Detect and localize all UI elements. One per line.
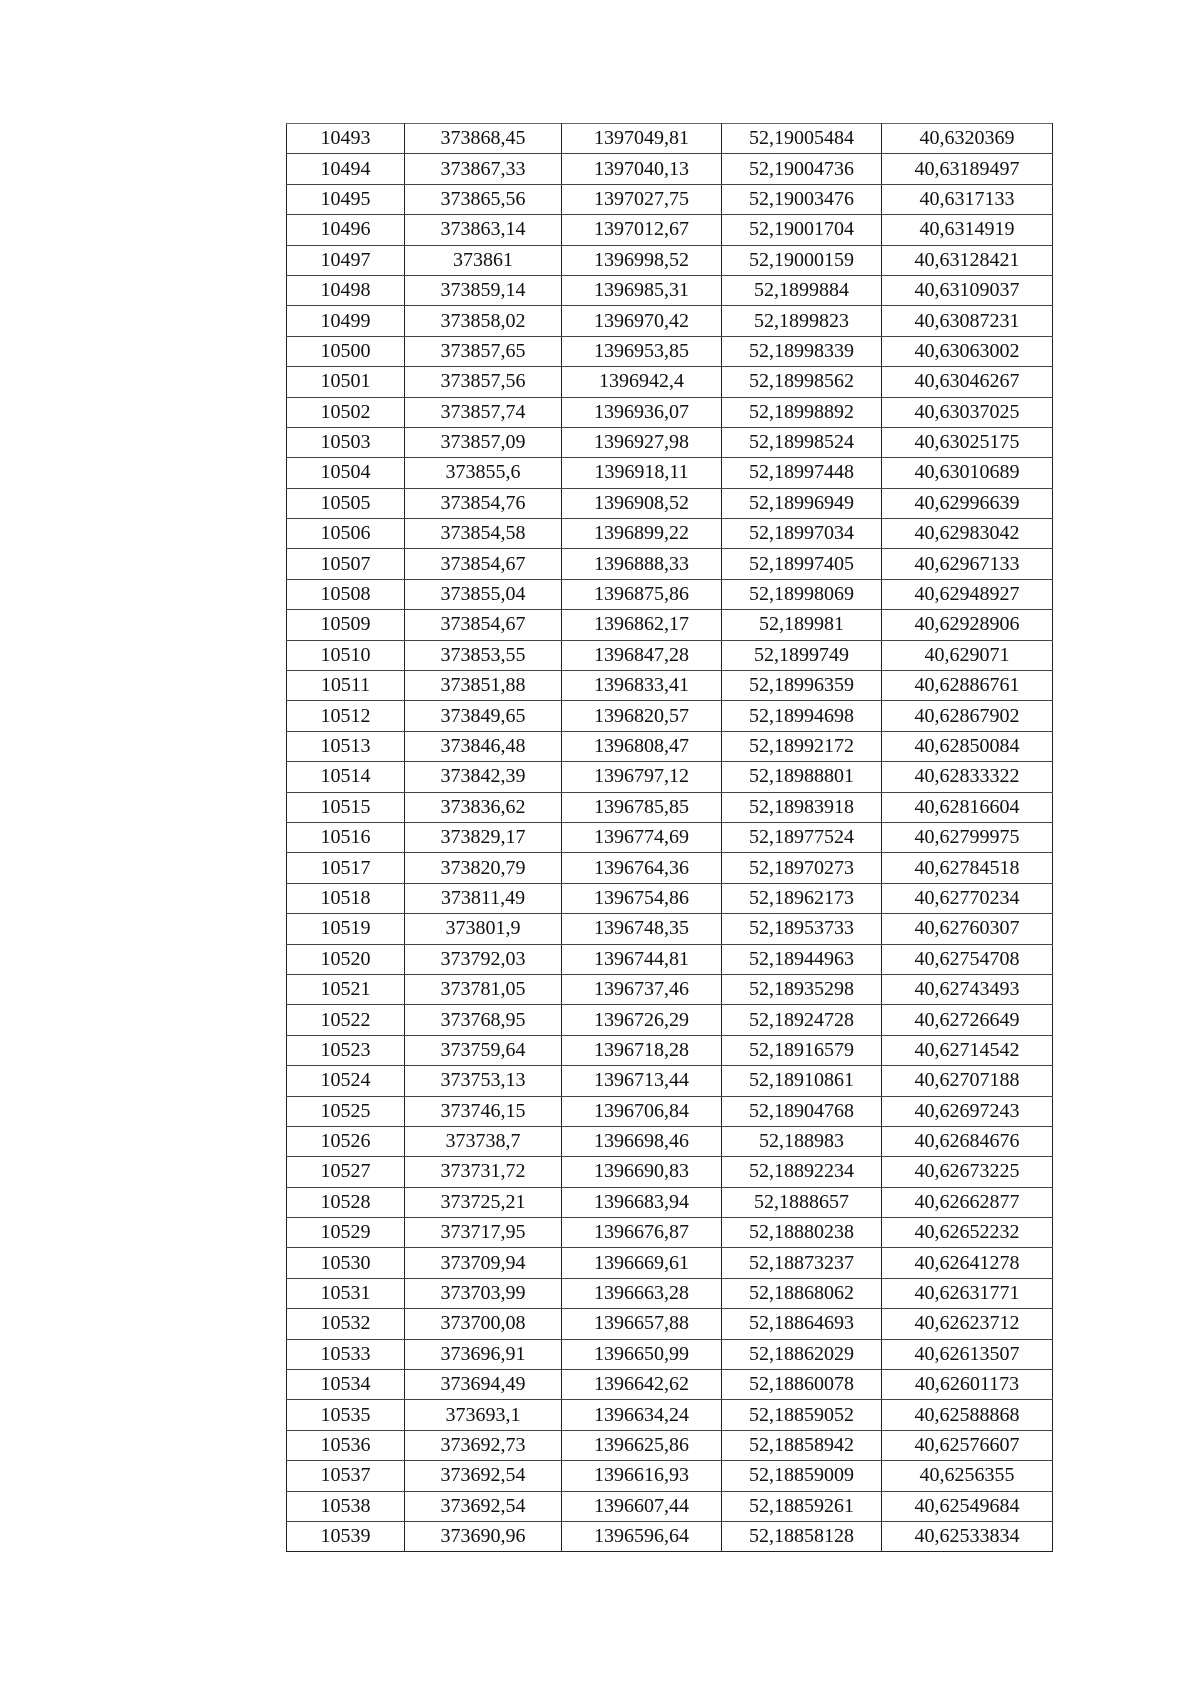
latitude-cell: 52,18916579 [722, 1035, 882, 1065]
point-number-cell: 10518 [287, 883, 405, 913]
latitude-cell: 52,19003476 [722, 184, 882, 214]
x-coordinate-cell: 373696,91 [405, 1339, 562, 1369]
y-coordinate-cell: 1396764,36 [562, 853, 722, 883]
x-coordinate-cell: 373857,09 [405, 427, 562, 457]
table-row [287, 1461, 1053, 1491]
coordinates-table [286, 123, 1053, 1552]
latitude-cell: 52,18997405 [722, 549, 882, 579]
y-coordinate-cell: 1396683,94 [562, 1187, 722, 1217]
y-coordinate-cell: 1396785,85 [562, 792, 722, 822]
point-number-cell: 10506 [287, 519, 405, 549]
x-coordinate-cell: 373857,65 [405, 336, 562, 366]
y-coordinate-cell: 1396625,86 [562, 1430, 722, 1460]
longitude-cell: 40,62576607 [882, 1430, 1053, 1460]
point-number-cell: 10513 [287, 731, 405, 761]
y-coordinate-cell: 1396607,44 [562, 1491, 722, 1521]
latitude-cell: 52,18868062 [722, 1278, 882, 1308]
y-coordinate-cell: 1396942,4 [562, 367, 722, 397]
table-row [287, 1035, 1053, 1065]
y-coordinate-cell: 1396808,47 [562, 731, 722, 761]
point-number-cell: 10505 [287, 488, 405, 518]
y-coordinate-cell: 1396918,11 [562, 458, 722, 488]
longitude-cell: 40,62754708 [882, 944, 1053, 974]
longitude-cell: 40,62707188 [882, 1066, 1053, 1096]
x-coordinate-cell: 373854,76 [405, 488, 562, 518]
x-coordinate-cell: 373746,15 [405, 1096, 562, 1126]
y-coordinate-cell: 1396970,42 [562, 306, 722, 336]
y-coordinate-cell: 1396820,57 [562, 701, 722, 731]
y-coordinate-cell: 1396706,84 [562, 1096, 722, 1126]
longitude-cell: 40,62652232 [882, 1218, 1053, 1248]
table-row [287, 610, 1053, 640]
y-coordinate-cell: 1396663,28 [562, 1278, 722, 1308]
latitude-cell: 52,18880238 [722, 1218, 882, 1248]
longitude-cell: 40,62601173 [882, 1370, 1053, 1400]
table-row [287, 458, 1053, 488]
longitude-cell: 40,6317133 [882, 184, 1053, 214]
table-row [287, 1248, 1053, 1278]
longitude-cell: 40,6256355 [882, 1461, 1053, 1491]
latitude-cell: 52,18858128 [722, 1521, 882, 1551]
latitude-cell: 52,18862029 [722, 1339, 882, 1369]
longitude-cell: 40,62983042 [882, 519, 1053, 549]
x-coordinate-cell: 373855,6 [405, 458, 562, 488]
latitude-cell: 52,18998339 [722, 336, 882, 366]
y-coordinate-cell: 1397027,75 [562, 184, 722, 214]
longitude-cell: 40,62886761 [882, 671, 1053, 701]
x-coordinate-cell: 373842,39 [405, 762, 562, 792]
y-coordinate-cell: 1396985,31 [562, 275, 722, 305]
point-number-cell: 10499 [287, 306, 405, 336]
y-coordinate-cell: 1396676,87 [562, 1218, 722, 1248]
y-coordinate-cell: 1396908,52 [562, 488, 722, 518]
longitude-cell: 40,62549684 [882, 1491, 1053, 1521]
longitude-cell: 40,62928906 [882, 610, 1053, 640]
table-row [287, 974, 1053, 1004]
x-coordinate-cell: 373849,65 [405, 701, 562, 731]
y-coordinate-cell: 1396998,52 [562, 245, 722, 275]
x-coordinate-cell: 373851,88 [405, 671, 562, 701]
y-coordinate-cell: 1396748,35 [562, 914, 722, 944]
point-number-cell: 10536 [287, 1430, 405, 1460]
longitude-cell: 40,629071 [882, 640, 1053, 670]
table-row [287, 1157, 1053, 1187]
y-coordinate-cell: 1396713,44 [562, 1066, 722, 1096]
latitude-cell: 52,18977524 [722, 822, 882, 852]
y-coordinate-cell: 1396953,85 [562, 336, 722, 366]
latitude-cell: 52,18910861 [722, 1066, 882, 1096]
y-coordinate-cell: 1397049,81 [562, 124, 722, 154]
longitude-cell: 40,62948927 [882, 579, 1053, 609]
longitude-cell: 40,62662877 [882, 1187, 1053, 1217]
latitude-cell: 52,19004736 [722, 154, 882, 184]
point-number-cell: 10528 [287, 1187, 405, 1217]
table-row [287, 671, 1053, 701]
y-coordinate-cell: 1396669,61 [562, 1248, 722, 1278]
longitude-cell: 40,62631771 [882, 1278, 1053, 1308]
point-number-cell: 10507 [287, 549, 405, 579]
y-coordinate-cell: 1396888,33 [562, 549, 722, 579]
x-coordinate-cell: 373820,79 [405, 853, 562, 883]
longitude-cell: 40,62816604 [882, 792, 1053, 822]
latitude-cell: 52,18970273 [722, 853, 882, 883]
y-coordinate-cell: 1396642,62 [562, 1370, 722, 1400]
longitude-cell: 40,62996639 [882, 488, 1053, 518]
point-number-cell: 10522 [287, 1005, 405, 1035]
latitude-cell: 52,18988801 [722, 762, 882, 792]
table-row [287, 579, 1053, 609]
longitude-cell: 40,62867902 [882, 701, 1053, 731]
y-coordinate-cell: 1396698,46 [562, 1126, 722, 1156]
point-number-cell: 10504 [287, 458, 405, 488]
table-row [287, 519, 1053, 549]
x-coordinate-cell: 373857,74 [405, 397, 562, 427]
y-coordinate-cell: 1396596,64 [562, 1521, 722, 1551]
point-number-cell: 10516 [287, 822, 405, 852]
x-coordinate-cell: 373868,45 [405, 124, 562, 154]
y-coordinate-cell: 1396690,83 [562, 1157, 722, 1187]
point-number-cell: 10524 [287, 1066, 405, 1096]
x-coordinate-cell: 373801,9 [405, 914, 562, 944]
table-row [287, 1400, 1053, 1430]
latitude-cell: 52,18944963 [722, 944, 882, 974]
latitude-cell: 52,18873237 [722, 1248, 882, 1278]
x-coordinate-cell: 373854,67 [405, 549, 562, 579]
longitude-cell: 40,6320369 [882, 124, 1053, 154]
longitude-cell: 40,62770234 [882, 883, 1053, 913]
table-row [287, 883, 1053, 913]
y-coordinate-cell: 1396847,28 [562, 640, 722, 670]
longitude-cell: 40,62623712 [882, 1309, 1053, 1339]
longitude-cell: 40,62641278 [882, 1248, 1053, 1278]
table-row [287, 701, 1053, 731]
point-number-cell: 10529 [287, 1218, 405, 1248]
point-number-cell: 10503 [287, 427, 405, 457]
point-number-cell: 10495 [287, 184, 405, 214]
latitude-cell: 52,18953733 [722, 914, 882, 944]
table-row [287, 427, 1053, 457]
latitude-cell: 52,18998069 [722, 579, 882, 609]
y-coordinate-cell: 1396862,17 [562, 610, 722, 640]
latitude-cell: 52,18998892 [722, 397, 882, 427]
latitude-cell: 52,18997034 [722, 519, 882, 549]
point-number-cell: 10535 [287, 1400, 405, 1430]
latitude-cell: 52,18935298 [722, 974, 882, 1004]
y-coordinate-cell: 1396754,86 [562, 883, 722, 913]
x-coordinate-cell: 373731,72 [405, 1157, 562, 1187]
latitude-cell: 52,18962173 [722, 883, 882, 913]
longitude-cell: 40,63046267 [882, 367, 1053, 397]
y-coordinate-cell: 1396744,81 [562, 944, 722, 974]
latitude-cell: 52,1899749 [722, 640, 882, 670]
x-coordinate-cell: 373753,13 [405, 1066, 562, 1096]
latitude-cell: 52,189981 [722, 610, 882, 640]
x-coordinate-cell: 373857,56 [405, 367, 562, 397]
longitude-cell: 40,63010689 [882, 458, 1053, 488]
y-coordinate-cell: 1396726,29 [562, 1005, 722, 1035]
x-coordinate-cell: 373709,94 [405, 1248, 562, 1278]
point-number-cell: 10521 [287, 974, 405, 1004]
x-coordinate-cell: 373855,04 [405, 579, 562, 609]
y-coordinate-cell: 1396737,46 [562, 974, 722, 1004]
x-coordinate-cell: 373863,14 [405, 215, 562, 245]
latitude-cell: 52,19005484 [722, 124, 882, 154]
latitude-cell: 52,18924728 [722, 1005, 882, 1035]
y-coordinate-cell: 1396927,98 [562, 427, 722, 457]
longitude-cell: 40,62784518 [882, 853, 1053, 883]
point-number-cell: 10498 [287, 275, 405, 305]
point-number-cell: 10525 [287, 1096, 405, 1126]
point-number-cell: 10539 [287, 1521, 405, 1551]
latitude-cell: 52,18992172 [722, 731, 882, 761]
y-coordinate-cell: 1396797,12 [562, 762, 722, 792]
longitude-cell: 40,6314919 [882, 215, 1053, 245]
point-number-cell: 10500 [287, 336, 405, 366]
point-number-cell: 10511 [287, 671, 405, 701]
table-row [287, 488, 1053, 518]
table-row [287, 792, 1053, 822]
x-coordinate-cell: 373846,48 [405, 731, 562, 761]
x-coordinate-cell: 373700,08 [405, 1309, 562, 1339]
table-row [287, 245, 1053, 275]
longitude-cell: 40,62799975 [882, 822, 1053, 852]
x-coordinate-cell: 373811,49 [405, 883, 562, 913]
x-coordinate-cell: 373792,03 [405, 944, 562, 974]
x-coordinate-cell: 373853,55 [405, 640, 562, 670]
longitude-cell: 40,62613507 [882, 1339, 1053, 1369]
longitude-cell: 40,62760307 [882, 914, 1053, 944]
table-row [287, 124, 1053, 154]
point-number-cell: 10517 [287, 853, 405, 883]
x-coordinate-cell: 373738,7 [405, 1126, 562, 1156]
point-number-cell: 10519 [287, 914, 405, 944]
latitude-cell: 52,18864693 [722, 1309, 882, 1339]
point-number-cell: 10508 [287, 579, 405, 609]
x-coordinate-cell: 373858,02 [405, 306, 562, 336]
latitude-cell: 52,19001704 [722, 215, 882, 245]
x-coordinate-cell: 373861 [405, 245, 562, 275]
point-number-cell: 10533 [287, 1339, 405, 1369]
y-coordinate-cell: 1396718,28 [562, 1035, 722, 1065]
point-number-cell: 10532 [287, 1309, 405, 1339]
latitude-cell: 52,18998562 [722, 367, 882, 397]
longitude-cell: 40,62714542 [882, 1035, 1053, 1065]
longitude-cell: 40,63037025 [882, 397, 1053, 427]
longitude-cell: 40,63128421 [882, 245, 1053, 275]
table-row [287, 336, 1053, 366]
table-row [287, 1521, 1053, 1551]
longitude-cell: 40,62833322 [882, 762, 1053, 792]
table-row [287, 367, 1053, 397]
latitude-cell: 52,18859009 [722, 1461, 882, 1491]
point-number-cell: 10510 [287, 640, 405, 670]
latitude-cell: 52,18997448 [722, 458, 882, 488]
latitude-cell: 52,18859261 [722, 1491, 882, 1521]
x-coordinate-cell: 373690,96 [405, 1521, 562, 1551]
longitude-cell: 40,62850084 [882, 731, 1053, 761]
point-number-cell: 10493 [287, 124, 405, 154]
table-row [287, 914, 1053, 944]
point-number-cell: 10512 [287, 701, 405, 731]
latitude-cell: 52,1899823 [722, 306, 882, 336]
longitude-cell: 40,62673225 [882, 1157, 1053, 1187]
point-number-cell: 10530 [287, 1248, 405, 1278]
longitude-cell: 40,63025175 [882, 427, 1053, 457]
point-number-cell: 10497 [287, 245, 405, 275]
latitude-cell: 52,1899884 [722, 275, 882, 305]
coordinates-table-body [287, 124, 1053, 1552]
longitude-cell: 40,63087231 [882, 306, 1053, 336]
x-coordinate-cell: 373854,67 [405, 610, 562, 640]
y-coordinate-cell: 1396833,41 [562, 671, 722, 701]
y-coordinate-cell: 1396616,93 [562, 1461, 722, 1491]
x-coordinate-cell: 373829,17 [405, 822, 562, 852]
table-row [287, 184, 1053, 214]
y-coordinate-cell: 1396774,69 [562, 822, 722, 852]
x-coordinate-cell: 373859,14 [405, 275, 562, 305]
point-number-cell: 10502 [287, 397, 405, 427]
y-coordinate-cell: 1396657,88 [562, 1309, 722, 1339]
point-number-cell: 10514 [287, 762, 405, 792]
table-row [287, 154, 1053, 184]
table-row [287, 275, 1053, 305]
table-row [287, 549, 1053, 579]
longitude-cell: 40,63109037 [882, 275, 1053, 305]
table-row [287, 731, 1053, 761]
table-row [287, 1309, 1053, 1339]
x-coordinate-cell: 373694,49 [405, 1370, 562, 1400]
x-coordinate-cell: 373867,33 [405, 154, 562, 184]
latitude-cell: 52,1888657 [722, 1187, 882, 1217]
longitude-cell: 40,62588868 [882, 1400, 1053, 1430]
point-number-cell: 10527 [287, 1157, 405, 1187]
latitude-cell: 52,18983918 [722, 792, 882, 822]
point-number-cell: 10537 [287, 1461, 405, 1491]
latitude-cell: 52,18994698 [722, 701, 882, 731]
latitude-cell: 52,18859052 [722, 1400, 882, 1430]
latitude-cell: 52,18998524 [722, 427, 882, 457]
x-coordinate-cell: 373759,64 [405, 1035, 562, 1065]
x-coordinate-cell: 373768,95 [405, 1005, 562, 1035]
x-coordinate-cell: 373865,56 [405, 184, 562, 214]
y-coordinate-cell: 1396634,24 [562, 1400, 722, 1430]
x-coordinate-cell: 373854,58 [405, 519, 562, 549]
point-number-cell: 10520 [287, 944, 405, 974]
table-row [287, 1491, 1053, 1521]
point-number-cell: 10509 [287, 610, 405, 640]
latitude-cell: 52,188983 [722, 1126, 882, 1156]
point-number-cell: 10538 [287, 1491, 405, 1521]
x-coordinate-cell: 373781,05 [405, 974, 562, 1004]
y-coordinate-cell: 1397012,67 [562, 215, 722, 245]
y-coordinate-cell: 1396899,22 [562, 519, 722, 549]
table-row [287, 640, 1053, 670]
latitude-cell: 52,18858942 [722, 1430, 882, 1460]
longitude-cell: 40,62697243 [882, 1096, 1053, 1126]
longitude-cell: 40,62967133 [882, 549, 1053, 579]
latitude-cell: 52,18892234 [722, 1157, 882, 1187]
longitude-cell: 40,63189497 [882, 154, 1053, 184]
table-row [287, 1126, 1053, 1156]
x-coordinate-cell: 373725,21 [405, 1187, 562, 1217]
table-row [287, 1066, 1053, 1096]
table-row [287, 306, 1053, 336]
table-row [287, 1339, 1053, 1369]
latitude-cell: 52,18996949 [722, 488, 882, 518]
y-coordinate-cell: 1397040,13 [562, 154, 722, 184]
point-number-cell: 10515 [287, 792, 405, 822]
point-number-cell: 10523 [287, 1035, 405, 1065]
x-coordinate-cell: 373692,73 [405, 1430, 562, 1460]
y-coordinate-cell: 1396650,99 [562, 1339, 722, 1369]
table-row [287, 762, 1053, 792]
longitude-cell: 40,62533834 [882, 1521, 1053, 1551]
y-coordinate-cell: 1396936,07 [562, 397, 722, 427]
table-row [287, 944, 1053, 974]
x-coordinate-cell: 373836,62 [405, 792, 562, 822]
table-row [287, 1005, 1053, 1035]
x-coordinate-cell: 373692,54 [405, 1461, 562, 1491]
latitude-cell: 52,18996359 [722, 671, 882, 701]
point-number-cell: 10494 [287, 154, 405, 184]
x-coordinate-cell: 373692,54 [405, 1491, 562, 1521]
latitude-cell: 52,19000159 [722, 245, 882, 275]
table-row [287, 1096, 1053, 1126]
table-row [287, 853, 1053, 883]
table-row [287, 1187, 1053, 1217]
point-number-cell: 10531 [287, 1278, 405, 1308]
point-number-cell: 10496 [287, 215, 405, 245]
table-row [287, 215, 1053, 245]
table-row [287, 1218, 1053, 1248]
table-row [287, 397, 1053, 427]
point-number-cell: 10526 [287, 1126, 405, 1156]
longitude-cell: 40,62726649 [882, 1005, 1053, 1035]
latitude-cell: 52,18860078 [722, 1370, 882, 1400]
latitude-cell: 52,18904768 [722, 1096, 882, 1126]
point-number-cell: 10534 [287, 1370, 405, 1400]
point-number-cell: 10501 [287, 367, 405, 397]
table-row [287, 1370, 1053, 1400]
y-coordinate-cell: 1396875,86 [562, 579, 722, 609]
longitude-cell: 40,63063002 [882, 336, 1053, 366]
table-row [287, 1278, 1053, 1308]
x-coordinate-cell: 373693,1 [405, 1400, 562, 1430]
table-row [287, 822, 1053, 852]
x-coordinate-cell: 373703,99 [405, 1278, 562, 1308]
x-coordinate-cell: 373717,95 [405, 1218, 562, 1248]
longitude-cell: 40,62743493 [882, 974, 1053, 1004]
longitude-cell: 40,62684676 [882, 1126, 1053, 1156]
table-row [287, 1430, 1053, 1460]
